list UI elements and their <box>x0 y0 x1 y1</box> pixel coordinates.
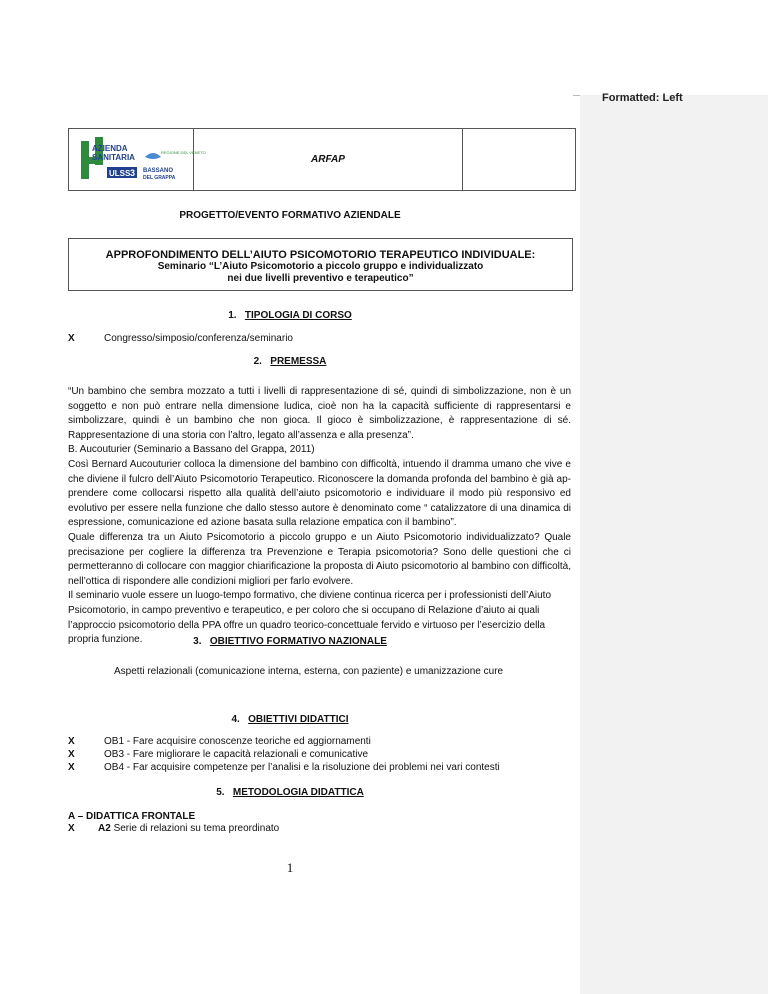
section-2-title: PREMESSA <box>270 356 327 367</box>
logo-region: REGIONE DEL VENETO <box>161 150 206 155</box>
ob1-text: OB1 - Fare acquisire conoscenze teoriche ed aggiornamenti <box>104 736 371 747</box>
logo-city2: DEL GRAPPA <box>143 175 176 181</box>
comment-connector <box>573 95 580 96</box>
ob4-mark: X <box>68 762 75 773</box>
title-line-1: APPROFONDIMENTO DELL’AIUTO PSICOMOTORIO TERAPEUTICO INDIVIDUALE: <box>105 249 536 261</box>
title-box <box>68 238 573 291</box>
ob1-mark: X <box>68 736 75 747</box>
ob4-text: OB4 - Far acquisire competenze per l’analisi e la risoluzione dei problemi nei vari contesti <box>104 762 500 773</box>
comment-pane <box>580 95 768 994</box>
section-1-heading <box>0 310 580 321</box>
section-4-title: OBIETTIVI DIDATTICI <box>248 714 349 725</box>
metodologia-text: Serie di relazioni su tema preordinato <box>110 823 280 834</box>
section-4-num: 4. <box>231 714 240 725</box>
obiettivo-nazionale-text: Aspetti relazionali (comunicazione interna, esterna, con paziente) e umanizzazione cure <box>114 666 504 677</box>
title-line-3: nei due livelli preventivo e terapeutico” <box>227 273 414 284</box>
tipologia-mark: X <box>68 333 75 344</box>
section-3-num: 3. <box>193 636 202 647</box>
section-3-title: OBIETTIVO FORMATIVO NAZIONALE <box>209 636 387 647</box>
ulss-logo <box>81 137 206 182</box>
logo-text-top: AZIENDA <box>92 144 128 153</box>
logo-text-mid: SANITARIA <box>92 153 135 162</box>
metodologia-code: A2 <box>98 823 111 834</box>
section-1-num: 1. <box>228 310 237 321</box>
premessa-p5: Il seminario vuole essere un luogo-tempo formativo, che diviene continua ricerca per i professionisti dell’Aiuto Psicomotorio, in campo preventivo e terapeutico, e per coloro che si occupano di Relazione d’aiuto ai quali l’approccio psicomotorio della PPA offre un quadro teorico-concettuale fervido e virtuoso per l’esercizio della propria funzione. <box>68 590 552 646</box>
header-table <box>68 128 576 191</box>
tipologia-text: Congresso/simposio/conferenza/seminario <box>104 333 293 344</box>
project-label: PROGETTO/EVENTO FORMATIVO AZIENDALE <box>179 210 401 221</box>
section-2-heading <box>0 356 580 367</box>
premessa-p3: Così Bernard Aucouturier colloca la dimensione del bambino con difficoltà, intuendo il dramma umano che vive e che diviene il fulcro dell’Aiuto Psicomotorio Terapeutico. Riconoscere la domanda profonda del bambino è già ap-prendere come collocarsi rispetto alla qualità dell’aiuto psicomotorio e individuare il modo più responsivo ed evolutivo per essere nella funzione che dallo stesso autore è denominato come “ catalizzatore di una dinamica di espressione, comunicazione ed azione basata sulla relazione empatica con il bambino”. <box>68 458 571 529</box>
header-title-cell: ARFAP <box>194 129 463 190</box>
logo-city1: BASSANO <box>143 168 174 174</box>
metodologia-mark: X <box>68 823 75 834</box>
metodologia-item <box>98 822 279 835</box>
section-5-heading <box>0 787 580 798</box>
section-2-num: 2. <box>253 356 262 367</box>
section-4-heading <box>0 714 580 725</box>
logo-ulss: ULSS <box>109 169 131 178</box>
premessa-text <box>68 385 571 648</box>
section-3-heading <box>0 636 580 647</box>
comment-label[interactable]: Formatted: Left <box>602 92 683 104</box>
premessa-p4: Quale differenza tra un Aiuto Psicomotorio a piccolo gruppo e un Aiuto Psicomotorio individualizzato? Quale precisazione per cogliere la differenza tra Prevenzione e Terapia psicomotoria? Sono delle questioni che ci permetteranno di collocare con maggior chiarificazione la proposta di Aiuto psicomotorio al bambino con difficoltà, nell’ottica di rispondere alle condizioni migliori per farlo evolvere. <box>68 531 571 587</box>
logo-cell <box>69 129 206 190</box>
title-line-2: Seminario “L’Aiuto Psicomotorio a piccolo gruppo e individualizzato <box>157 261 484 272</box>
section-1-title: TIPOLOGIA DI CORSO <box>244 310 352 321</box>
premessa-p1: “Un bambino che sembra mozzato a tutti i livelli di rappresentazione di sé, quindi di simbolizzazione, non è un soggetto e non può entrare nella dimensione ludica, cioè non ha la capacità sufficiente di rappresentarsi e simbolizzare, quindi è un bambino che non gioca. Il gioco è simbolizzazione, è rappresentazione di sé. Rappresentazione di una storia con l’altro, legato all’assenza e alla presenza”. <box>68 386 571 441</box>
metodologia-heading: A – DIDATTICA FRONTALE <box>68 811 196 822</box>
section-5-num: 5. <box>216 787 225 798</box>
section-5-title: METODOLOGIA DIDATTICA <box>232 787 364 798</box>
ob3-mark: X <box>68 749 75 760</box>
ob3-text: OB3 - Fare migliorare le capacità relazionali e comunicative <box>104 749 369 760</box>
logo-num: 3 <box>130 168 136 178</box>
premessa-p2: B. Aucouturier (Seminario a Bassano del Grappa, 2011) <box>68 444 315 456</box>
page-number: 1 <box>286 860 294 875</box>
